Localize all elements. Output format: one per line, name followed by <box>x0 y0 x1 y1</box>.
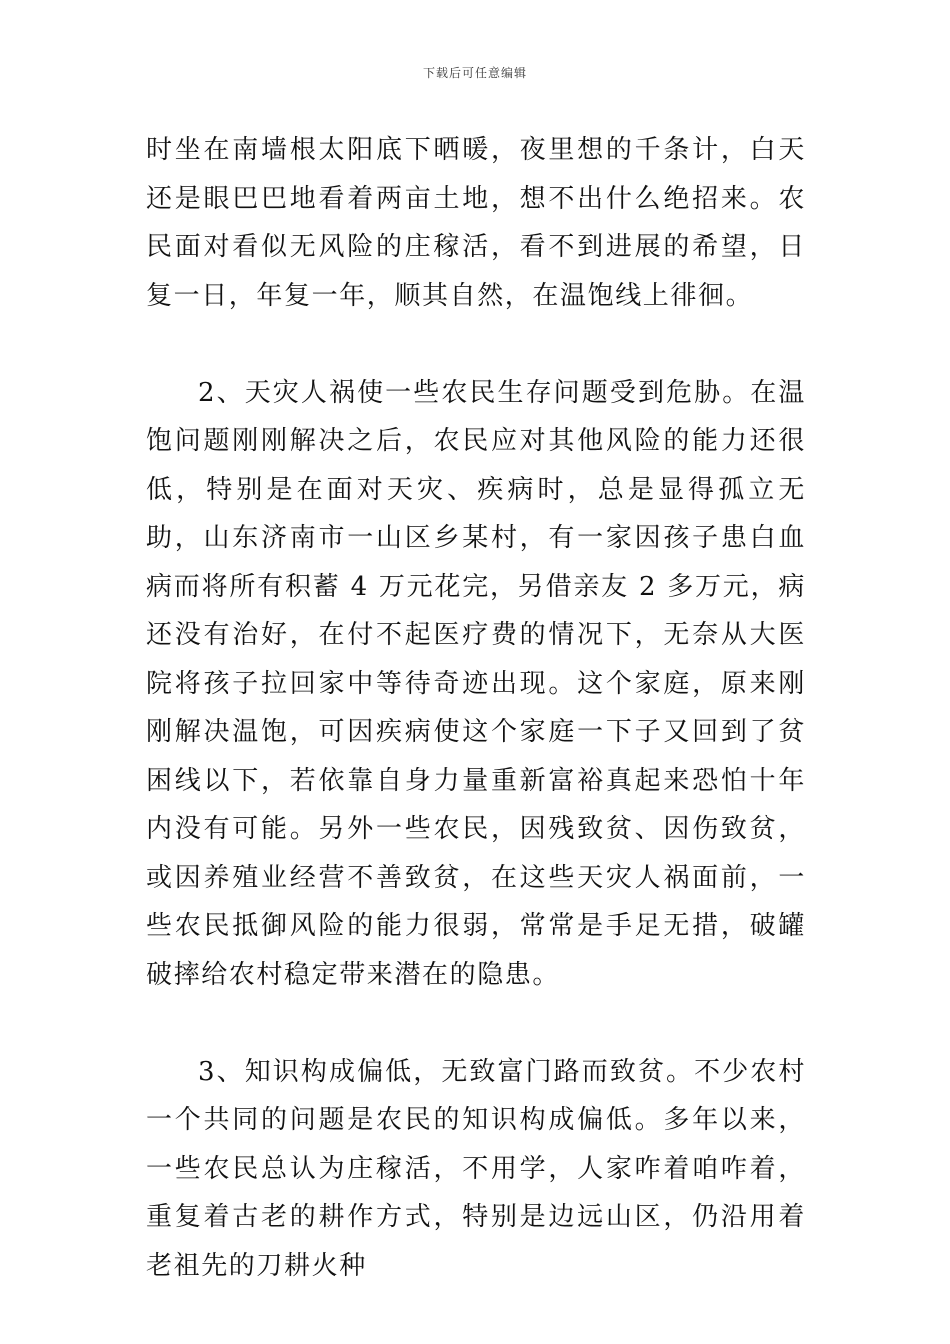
paragraph-gap <box>146 999 806 1048</box>
paragraph-knowledge: 3、知识构成偏低，无致富门路而致贫。不少农村一个共同的问题是农民的知识构成偏低。多年以来，一些农民总认为庄稼活，不用学，人家咋着咱咋着，重复着古老的耕作方式，特别是边远山区，仍沿用着老祖先的刀耕火种 <box>146 1056 806 1281</box>
paragraph-disaster: 2、天灾人祸使一些农民生存问题受到危胁。在温饱问题刚刚解决之后，农民应对其他风险的能力还很低，特别是在面对天灾、疾病时，总是显得孤立无助，山东济南市一山区乡某村，有一家因孩子患白血病而将所有积蓄 4 万元花完，另借亲友 2 多万元，病还没有治好，在付不起医疗费的情况下，无奈从大医院将孩子拉回家中等待奇迹出现。这个家庭，原来刚刚解决温饱，可因疾病使这个家庭一下子又回到了贫困线以下，若依靠自身力量重新富裕真起来恐怕十年内没有可能。另外一些农民，因残致贫、因伤致贫，或因养殖业经营不善致贫，在这些天灾人祸面前，一些农民抵御风险的能力很弱，常常是手足无措，破罐破摔给农村稳定带来潜在的隐患。 <box>146 377 806 990</box>
paragraph-gap <box>146 320 806 369</box>
page-header-note: 下载后可任意编辑 <box>422 66 527 80</box>
document-body <box>146 126 806 1290</box>
paragraph-continuation: 时坐在南墙根太阳底下晒暖，夜里想的千条计，白天还是眼巴巴地看着两亩土地，想不出什么绝招来。农民面对看似无风险的庄稼活，看不到进展的希望，日复一日，年复一年，顺其自然，在温饱线上徘徊。 <box>146 135 806 311</box>
